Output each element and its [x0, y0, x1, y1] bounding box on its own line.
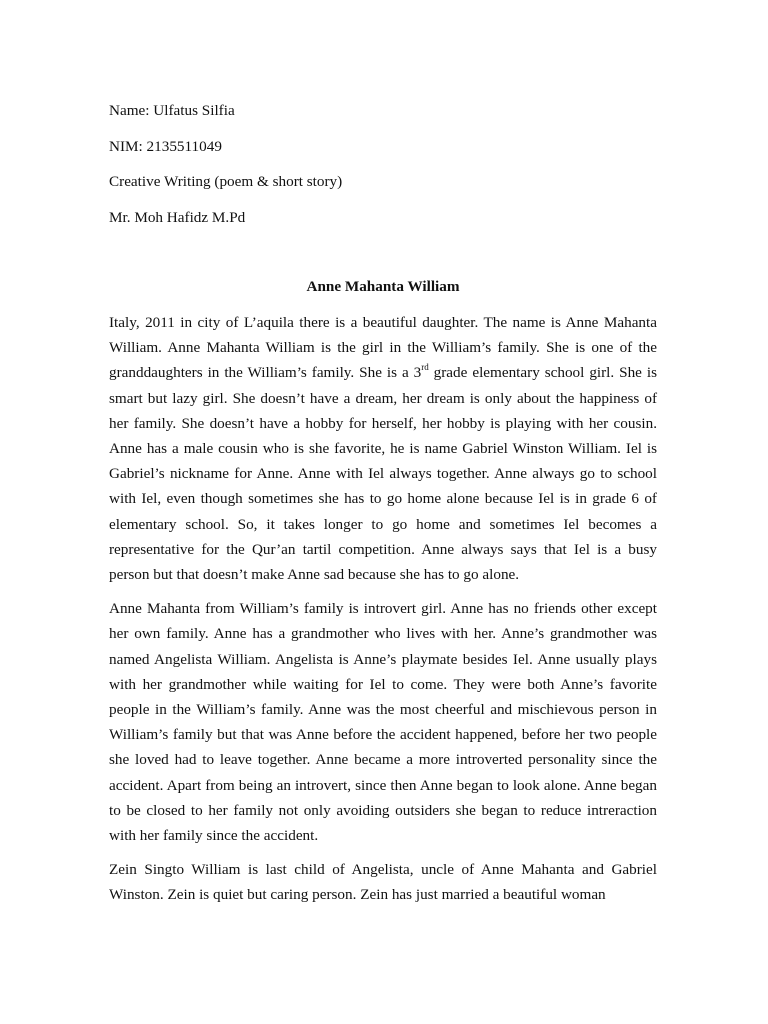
- document-header: [109, 101, 669, 243]
- student-id: NIM: 2135511049: [109, 137, 222, 155]
- ordinal-suffix: rd: [421, 362, 429, 373]
- story-title: Anne Mahanta William: [306, 278, 460, 295]
- story-body: [109, 310, 657, 917]
- lecturer-name: Mr. Moh Hafidz M.Pd: [109, 208, 246, 226]
- course-name: Creative Writing (poem & short story): [109, 173, 343, 190]
- author-name: Name: Ulfatus Silfia: [109, 102, 235, 119]
- paragraph-1: [109, 310, 657, 587]
- paragraph-1-text-b: grade elementary school girl. She is smart but lazy girl. She doesn’t have a dream, her dream is only about the happiness of her family. She doesn’t have a hobby for herself, her hobby is playing with her cousin. Anne has a male cousin who is she favorite, he is name Gabriel Winston William. Iel is Gabriel’s nickname for Anne. Anne with Iel always together. Anne always go to school with Iel, even though sometimes she has to go home alone because Iel is in grade 6 of elementary school. So, it takes longer to go home and sometimes Iel becomes a representative for the Qur’an tartil competition. Anne always says that Iel is a busy person but that doesn’t make Anne sad because she has to go alone.: [109, 364, 657, 584]
- paragraph-2: Anne Mahanta from William’s family is introvert girl. Anne has no friends other except her own family. Anne has a grandmother who lives with her. Anne’s grandmother was named Angelista William. Angelista is Anne’s playmate besides Iel. Anne usually plays with her grandmother while waiting for Iel to come. They were both Anne’s favorite people in the William’s family. Anne was the most cheerful and mischievous person in William’s family but that was Anne before the accident happened, before her two people she loved had to leave together. Anne became a more introverted personality since the accident. Apart from being an introvert, since then Anne began to look alone. Anne began to be closed to her family not only avoiding outsiders she began to reduce intreraction with her family since the accident.: [109, 600, 657, 845]
- paragraph-1-text-a: Italy, 2011 in city of L’aquila there is a beautiful daughter. The name is Anne Mahanta William. Anne Mahanta William is the girl in the William’s family. She is one of the granddaughters in the William’s family. She is a 3: [109, 314, 657, 382]
- paragraph-3: Zein Singto William is last child of Angelista, uncle of Anne Mahanta and Gabriel Winston. Zein is quiet but caring person. Zein has just married a beautiful woman: [109, 861, 657, 904]
